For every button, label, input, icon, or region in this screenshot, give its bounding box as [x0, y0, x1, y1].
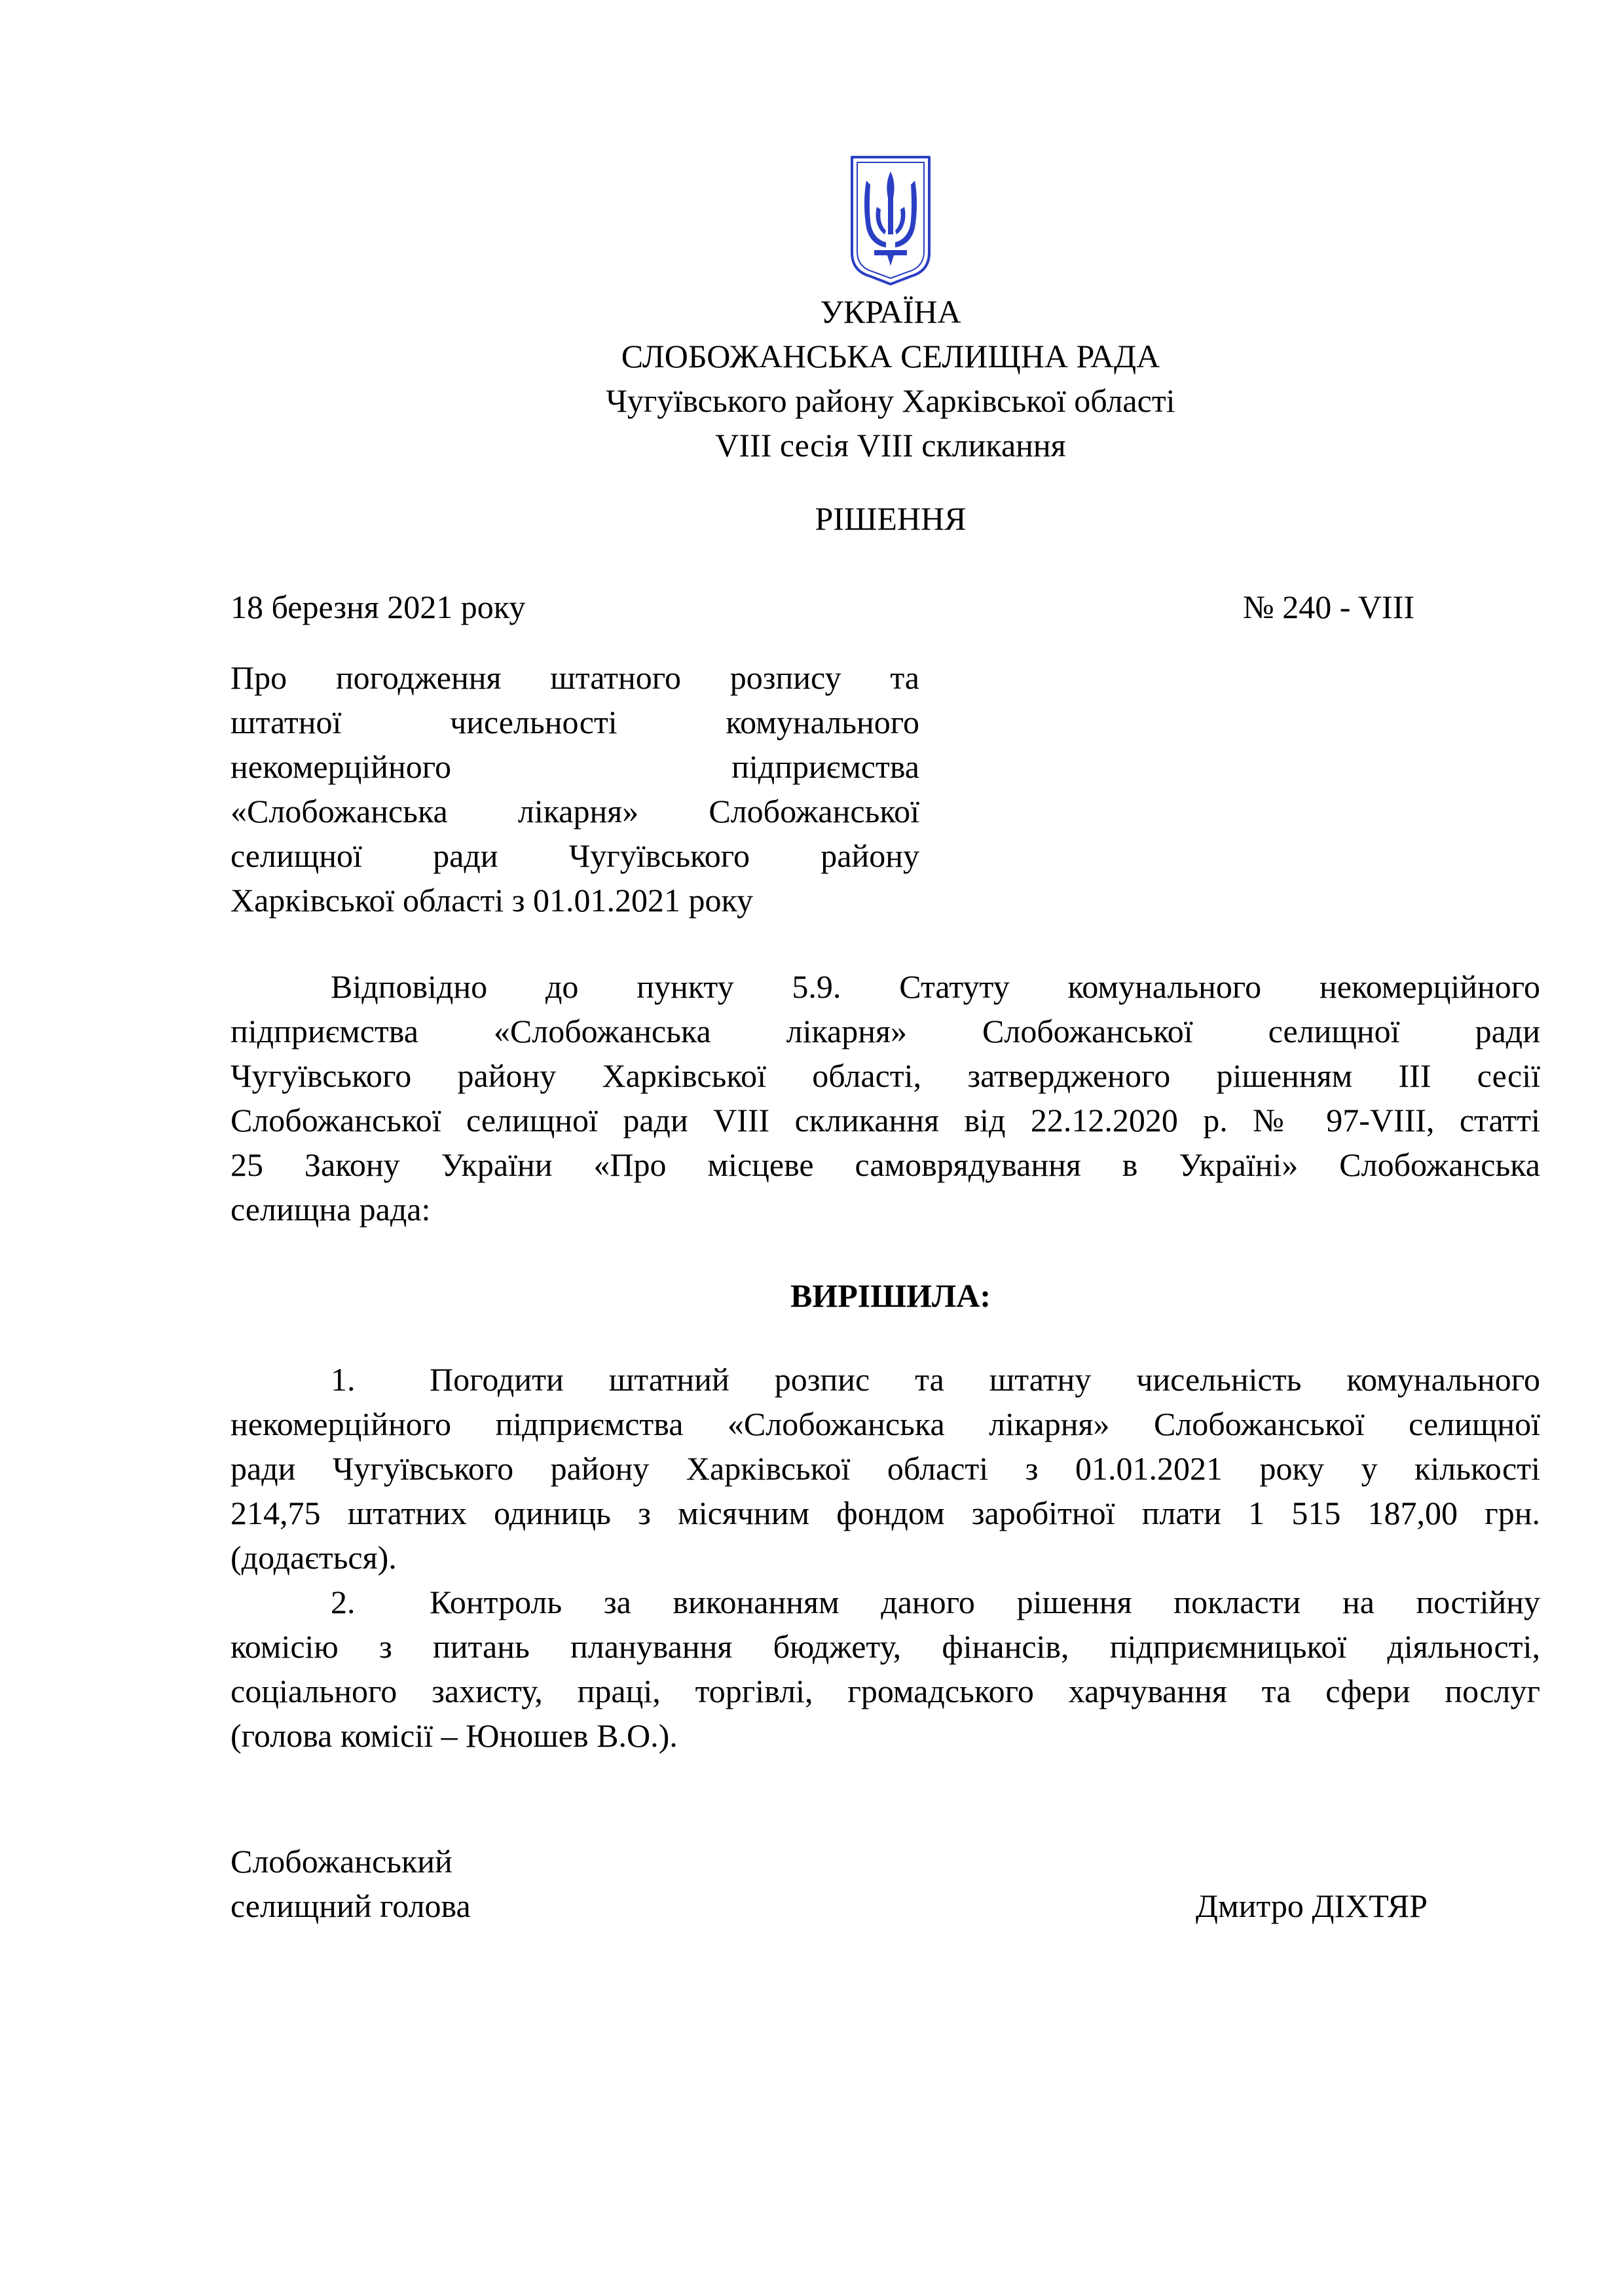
signatory-position-line1: Слобожанський	[231, 1843, 452, 1880]
item-line: Контроль за виконанням даного рішення покласти на постійну	[430, 1584, 1540, 1620]
item-line: некомерційного підприємства «Слобожанська лікарня» Слобожанської селищної	[231, 1406, 1540, 1442]
document-type: РІШЕННЯ	[815, 500, 967, 537]
subject-line: Про погодження штатного розпису та	[231, 659, 919, 696]
preamble-line: Відповідно до пункту 5.9. Статуту комунального некомерційного	[331, 968, 1540, 1005]
item-line: Погодити штатний розпис та штатну чисельність комунального	[430, 1361, 1540, 1398]
country-name: УКРАЇНА	[820, 293, 961, 330]
preamble-line: Слобожанської селищної ради VIII скликання від 22.12.2020 р. № 97-VIII, статті	[231, 1102, 1540, 1139]
item-number: 2.	[331, 1584, 356, 1620]
item-line: соціального захисту, праці, торгівлі, громадського харчування та сфери послуг	[231, 1673, 1540, 1709]
decision-date: 18 березня 2021 року	[231, 589, 526, 625]
council-name: СЛОБОЖАНСЬКА СЕЛИЩНА РАДА	[621, 338, 1160, 374]
district-name: Чугуївського району Харківської області	[606, 382, 1175, 419]
item-number: 1.	[331, 1361, 356, 1398]
preamble-line: Чугуївського району Харківської області, затвердженого рішенням ІІІ сесії	[231, 1057, 1540, 1094]
subject-line: некомерційного підприємства	[231, 748, 919, 785]
tryzub-coat-of-arms-icon	[848, 155, 933, 285]
item-line: (голова комісії – Юношев В.О.).	[231, 1717, 678, 1754]
preamble-line: підприємства «Слобожанська лікарня» Слобожанської селищної ради	[231, 1013, 1540, 1049]
preamble-line: 25 Закону України «Про місцеве самоврядування в Україні» Слобожанська	[231, 1146, 1540, 1183]
subject-line: Харківської області з 01.01.2021 року	[231, 882, 754, 919]
item-line: (додається).	[231, 1539, 397, 1576]
signatory-name: Дмитро ДІХТЯР	[1195, 1887, 1428, 1924]
session-info: VIII сесія VIII скликання	[715, 427, 1066, 464]
resolved-heading: ВИРІШИЛА:	[790, 1277, 991, 1314]
subject-line: «Слобожанська лікарня» Слобожанської	[231, 793, 919, 829]
signatory-position-line2: селищний голова	[231, 1887, 471, 1924]
preamble-line: селищна рада:	[231, 1191, 431, 1228]
item-line: 214,75 штатних одиниць з місячним фондом заробітної плати 1 515 187,00 грн.	[231, 1495, 1540, 1531]
item-line: ради Чугуївського району Харківської області з 01.01.2021 року у кількості	[231, 1450, 1540, 1487]
subject-line: селищної ради Чугуївського району	[231, 837, 919, 874]
item-line: комісію з питань планування бюджету, фінансів, підприємницької діяльності,	[231, 1628, 1540, 1665]
decision-number: № 240 - VIII	[1242, 589, 1414, 625]
subject-line: штатної чисельності комунального	[231, 704, 919, 740]
